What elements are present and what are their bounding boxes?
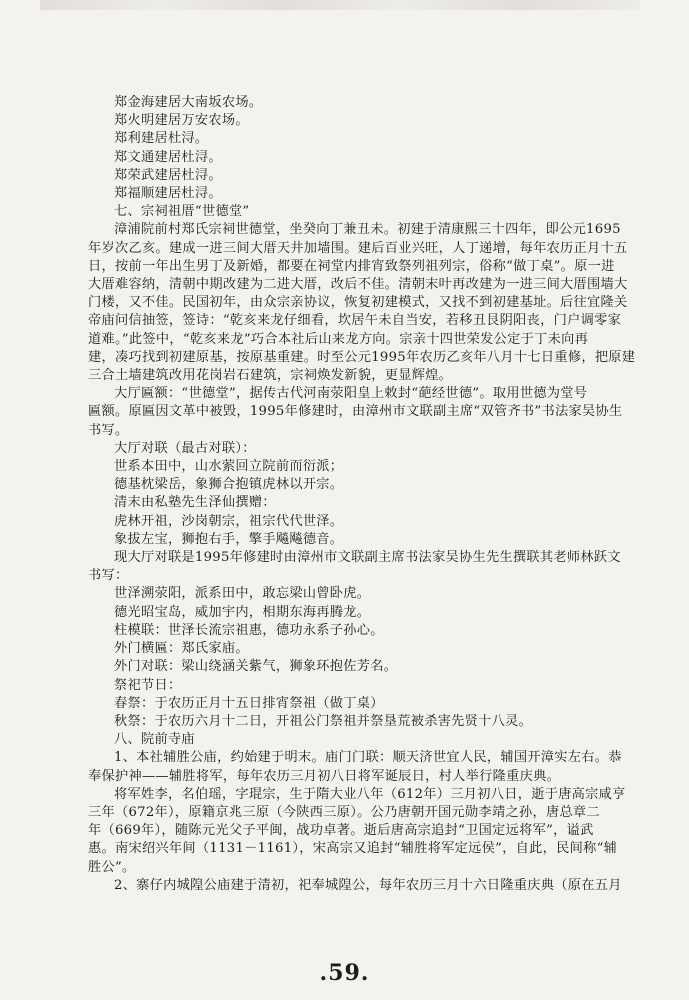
text-line: 日，按前一年出生男丁及新婚，都要在祠堂内排宵致祭列祖列宗，俗称“做丁桌”。原一进: [88, 258, 615, 274]
text-line: 惠。南宋绍兴年间（1131－1161），宋高宗又追封“辅胜将军定远侯”，自此，民间称“辅: [88, 841, 618, 857]
text-line: 郑火明建居万安农场。: [114, 113, 249, 129]
text-line: 秋祭：于农历六月十二日，开祖公门祭祖并祭垦荒被杀害先贤十八灵。: [114, 713, 533, 729]
text-line: 1、本社辅胜公庙，约始建于明末。庙门门联：顺天济世宜人民，辅国开漳实左右。恭: [114, 750, 622, 766]
text-line: 帝庙问信抽签，签诗：“乾亥来龙仔细看，坎居午未自当安，若移丑艮阴阳丧，门户调零家: [88, 313, 622, 329]
text-line: 象拔左宝，狮抱右手，擎手飚飚德音。: [114, 531, 344, 547]
text-line: 匾额。原匾因文革中被毁，1995年修建时，由漳州市文联副主席“双管齐书”书法家吴协生: [88, 404, 623, 420]
text-line: 七、宗祠祖厝“世德堂”: [114, 204, 250, 220]
text-line: 世泽溯荥阳，派系田中，敢忘梁山曾卧虎。: [114, 586, 371, 602]
text-line: 三年（672年），原籍京兆三原（今陕西三原）。公乃唐朝开国元勋李靖之孙，唐总章二: [88, 804, 600, 820]
text-line: 郑利建居杜浔。: [114, 131, 209, 147]
text-line: 世系本田中，山水萦回立院前而衍派；: [114, 459, 344, 475]
page-number: .59.: [319, 960, 370, 986]
text-line: 外门对联：梁山绕涵关紫气，狮象环抱佐芳名。: [114, 659, 398, 675]
text-line: 三合土墙建筑改用花岗岩石建筑，宗祠焕发新貌，更显辉煌。: [88, 368, 453, 384]
text-line: 漳浦院前村郑氏宗祠世德堂，坐癸向丁兼丑未。初建于清康熙三十四年，即公元1695: [114, 222, 621, 238]
text-line: 现大厅对联是1995年修建时由漳州市文联副主席书法家吴协生先生撰联其老师林跃文: [114, 550, 621, 566]
text-line: 春祭：于农历正月十五日排宵祭祖（做丁桌）: [114, 695, 384, 711]
text-line: 大厅匾额：“世德堂”，据传古代河南荥阳皇上敕封“葩经世德”。取用世德为堂号: [114, 386, 588, 402]
text-line: 年（669年），随陈元光父子平闽，战功卓著。逝后唐高宗追封“卫国定远将军”，谥武: [88, 823, 594, 839]
text-line: 2、寨仔内城隍公庙建于清初，祀奉城隍公，每年农历三月十六日隆重庆典（原在五月: [114, 877, 622, 893]
text-line: 祭祀节日：: [114, 677, 182, 693]
text-line: 奉保护神——辅胜将军，每年农历三月初八日将军诞辰日，村人举行隆重庆典。: [88, 768, 561, 784]
text-line: 年岁次乙亥。建成一进三间大厝天井加墙围。建后百业兴旺，人丁递增，每年农历正月十五: [88, 240, 628, 256]
text-line: 清末由私塾先生泽仙撰赠：: [114, 495, 276, 511]
text-line: 郑文通建居杜浔。: [114, 149, 222, 165]
text-line: 德基枕梁岳，象狮合抱镇虎林以开宗。: [114, 477, 344, 493]
scan-edge-noise: [40, 0, 640, 10]
text-line: 柱模联：世泽长流宗祖惠，德功永系子孙心。: [114, 622, 384, 638]
text-line: 大厝难容纳，清朝中期改建为二进大厝，改后不佳。清朝末叶再改建为一进三间大厝围墙大: [88, 277, 628, 293]
text-line: 德光昭宝岛，威加宇内，相期东海再腾龙。: [114, 604, 371, 620]
text-line: 胜公”。: [88, 859, 136, 875]
text-line: 书写：: [88, 568, 129, 584]
text-line: 门楼，又不佳。民国初年，由众宗亲协议，恢复初建模式，又找不到初建基址。后往宜隆关: [88, 295, 628, 311]
text-line: 八、院前寺庙: [114, 732, 195, 748]
text-line: 书写。: [88, 422, 129, 438]
text-line: 虎林开祖，沙岗朝宗，祖宗代代世泽。: [114, 513, 344, 529]
body-text: [88, 94, 640, 895]
text-line: 外门横匾：郑氏家庙。: [114, 641, 249, 657]
text-line: 郑荣武建居杜浔。: [114, 167, 222, 183]
text-line: 郑金海建居大南坂农场。: [114, 95, 263, 110]
text-line: 建，凑巧找到初建原基，按原基重建。时至公元1995年农历乙亥年八月十七日重修，把原建: [88, 349, 636, 365]
text-line: 郑福顺建居杜浔。: [114, 186, 222, 202]
text-line: 道难。”此签中，“乾亥来龙”巧合本社后山来龙方向。宗亲十四世荣发公定于丁未向再: [88, 331, 589, 347]
text-line: 大厅对联（最古对联）：: [114, 440, 256, 456]
text-line: 将军姓李，名伯瑶，字琨宗，生于隋大业八年（612年）三月初八日，逝于唐高宗咸亨: [114, 786, 626, 802]
